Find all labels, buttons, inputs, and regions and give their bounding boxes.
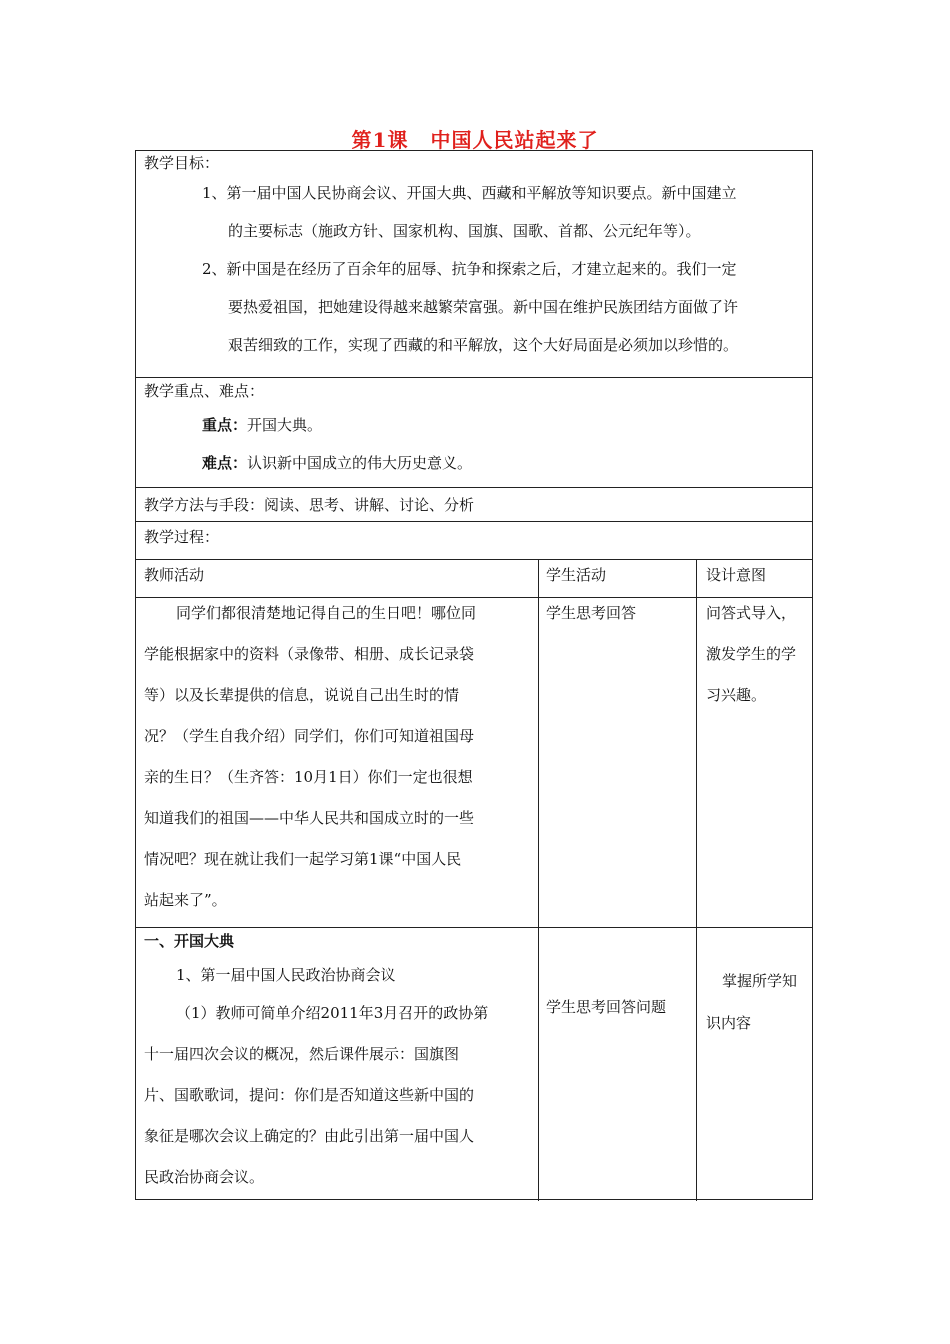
methods-text: 教学方法与手段：阅读、思考、讲解、讨论、分析 [144, 496, 475, 514]
difficult-point [202, 453, 472, 473]
column-header-teacher: 教师活动 [144, 566, 205, 584]
divider [136, 559, 812, 560]
process-heading: 教学过程： [144, 528, 220, 546]
divider [136, 521, 812, 522]
sub-title: 1、第一届中国人民政治协商会议 [176, 966, 396, 984]
column-header-design: 设计意图 [706, 566, 767, 584]
divider [538, 559, 539, 1201]
key-label: 重点： [202, 416, 248, 434]
teacher-activity-line: 情况吧？现在就让我们一起学习第1课“中国人民 [144, 850, 462, 868]
objectives-line: 要热爱祖国，把她建设得越来越繁荣富强。新中国在维护民族团结方面做了许 [228, 298, 739, 316]
column-header-student: 学生活动 [546, 566, 607, 584]
teacher-activity-line: 等）以及长辈提供的信息，说说自己出生时的情 [144, 686, 460, 704]
difficult-text: 认识新中国成立的伟大历史意义。 [247, 454, 473, 472]
section-title: 一、开国大典 [144, 932, 235, 950]
teacher-activity-line: （1）教师可简单介绍2011年3月召开的政协第 [176, 1004, 489, 1022]
teacher-activity-line: 况？（学生自我介绍）同学们，你们可知道祖国母 [144, 727, 475, 745]
design-intent-line: 激发学生的学 [706, 645, 797, 663]
difficult-label: 难点： [202, 454, 248, 472]
teacher-activity-line: 民政治协商会议。 [144, 1168, 265, 1186]
objectives-line: 的主要标志（施政方针、国家机构、国旗、国歌、首都、公元纪年等）。 [228, 222, 701, 240]
student-activity: 学生思考回答 [546, 604, 637, 622]
teacher-activity-line: 亲的生日？（生齐答：10月1日）你们一定也很想 [144, 768, 473, 786]
teacher-activity-line: 象征是哪次会议上确定的？由此引出第一届中国人 [144, 1127, 475, 1145]
objectives-line: 艰苦细致的工作，实现了西藏的和平解放，这个大好局面是必须加以珍惜的。 [228, 336, 739, 354]
divider [136, 927, 812, 928]
teacher-activity-line: 十一届四次会议的概况，然后课件展示：国旗图 [144, 1045, 460, 1063]
design-intent-line: 问答式导入， [706, 604, 797, 622]
divider [136, 487, 812, 488]
objectives-line: 1、第一届中国人民协商会议、开国大典、西藏和平解放等知识要点。新中国建立 [202, 184, 737, 202]
teacher-activity-line: 知道我们的祖国——中华人民共和国成立时的一些 [144, 809, 475, 827]
student-activity: 学生思考回答问题 [546, 998, 667, 1016]
lesson-number: 第1课 [351, 128, 409, 152]
key-text: 开国大典。 [247, 416, 323, 434]
design-intent-line: 掌握所学知 [722, 972, 798, 990]
page-title [0, 124, 950, 153]
objectives-line: 2、新中国是在经历了百余年的屈辱、抗争和探索之后，才建立起来的。我们一定 [202, 260, 737, 278]
key-points-heading: 教学重点、难点： [144, 382, 265, 400]
lesson-plan-table [135, 150, 813, 1200]
design-intent-line: 识内容 [706, 1014, 752, 1032]
divider [696, 559, 697, 1201]
teacher-activity-line: 站起来了”。 [144, 891, 227, 909]
key-point [202, 415, 322, 435]
teacher-activity-line: 片、国歌歌词，提问：你们是否知道这些新中国的 [144, 1086, 475, 1104]
teacher-activity-line: 同学们都很清楚地记得自己的生日吧！哪位同 [176, 604, 477, 622]
teacher-activity-line: 学能根据家中的资料（录像带、相册、成长记录袋 [144, 645, 475, 663]
objectives-heading: 教学目标： [144, 154, 220, 172]
design-intent-line: 习兴趣。 [706, 686, 767, 704]
lesson-name: 中国人民站起来了 [430, 128, 599, 152]
divider [136, 377, 812, 378]
divider [136, 597, 812, 598]
